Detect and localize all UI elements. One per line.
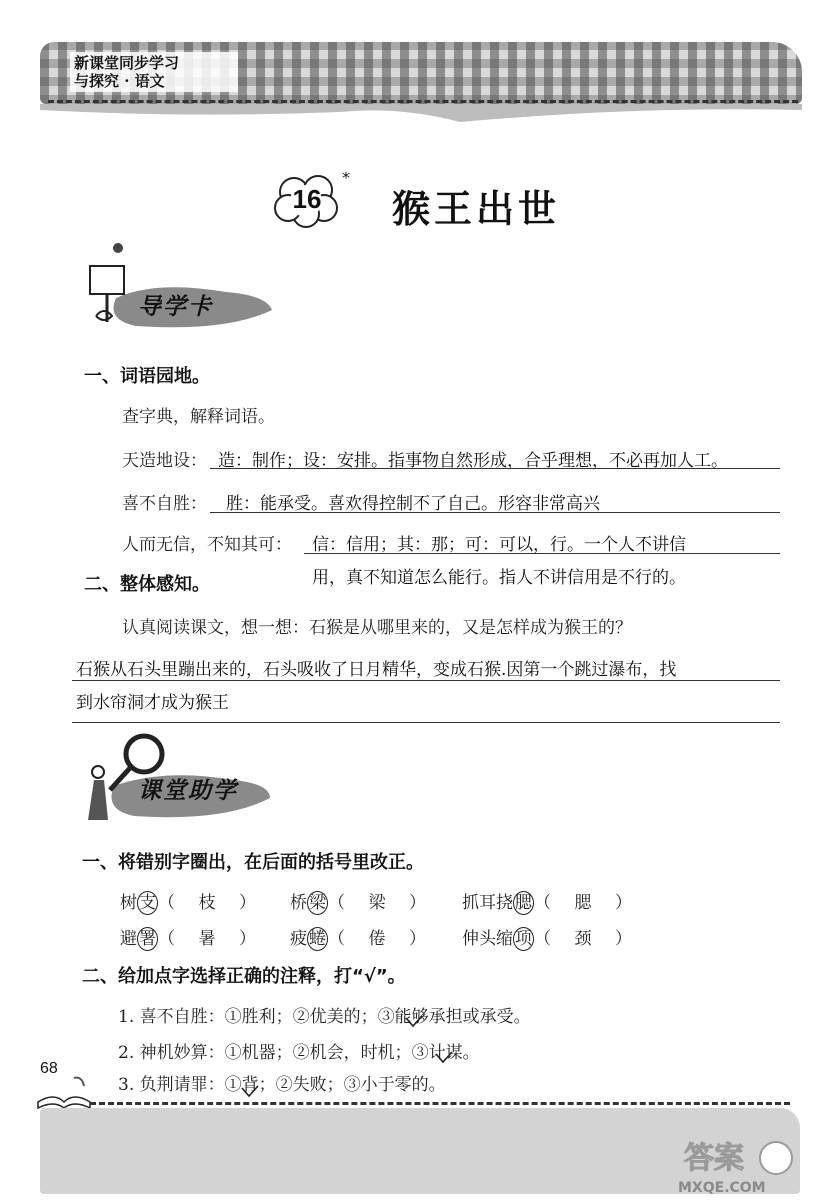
typo-item-3: 抓耳挠 腮 （ 腮 ） — [462, 888, 632, 915]
meaning-heading: 二、给加点字选择正确的注释，打“√”。 — [82, 966, 406, 987]
typo-item-1: 树 支 （ 枝 ） — [120, 888, 256, 915]
vocab-answer-3b[interactable]: 用，真不知道怎么能行。指人不讲信用是不行的。 — [312, 568, 686, 588]
answer-line — [210, 468, 780, 469]
overview-answer-line1[interactable]: 石猴从石头里蹦出来的，石头吸收了日月精华，变成石猴.因第一个跳过瀑布，找 — [76, 660, 677, 680]
svg-text:MXQE.COM: MXQE.COM — [678, 1180, 766, 1196]
meaning-item-2: 2. 神机妙算：①机器；②机会，时机；③计谋。 — [118, 1043, 480, 1063]
circled-wrong-char[interactable]: 项 — [515, 929, 532, 949]
circled-wrong-char[interactable]: 支 — [139, 893, 156, 913]
correction-answer[interactable]: 颈 — [574, 929, 592, 949]
header-wave-edge — [40, 104, 802, 126]
circled-wrong-char[interactable]: 腮 — [515, 893, 532, 913]
book-title — [70, 52, 238, 92]
vocab-answer-1[interactable]: 造：制作；设：安排。指事物自然形成，合乎理想，不必再加人工。 — [218, 451, 728, 471]
overview-question: 认真阅读课文，想一想：石猴是从哪里来的，又是怎样成为猴王的？ — [122, 618, 632, 638]
footer-dashed-line — [90, 1102, 790, 1105]
class-help-badge: 课堂助学 — [138, 778, 238, 804]
check-mark-icon — [404, 1014, 424, 1028]
vocab-term-2: 喜不自胜： — [122, 494, 207, 514]
book-title-line1: 新课堂同步学习 — [74, 54, 180, 72]
correction-answer[interactable]: 腮 — [574, 893, 592, 913]
circled-wrong-char[interactable]: 蜷 — [309, 929, 326, 949]
vocab-heading: 一、词语园地。 — [84, 366, 210, 387]
typo-item-2: 桥 梁 （ 梁 ） — [290, 888, 426, 915]
page-number: 68 — [40, 1060, 58, 1077]
overview-answer-line2[interactable]: 到水帘洞才成为猴王 — [76, 693, 229, 713]
book-icon — [34, 1072, 94, 1112]
answer-line — [72, 680, 780, 681]
answer-line — [72, 722, 780, 723]
guide-card-badge: 导学卡 — [138, 294, 213, 320]
answer-line — [210, 512, 780, 513]
correction-answer[interactable]: 枝 — [198, 893, 216, 913]
book-title-line2: 与探究 · 语文 — [74, 72, 165, 90]
vocab-answer-2[interactable]: 胜：能承受。喜欢得控制不了自己。形容非常高兴 — [226, 494, 600, 514]
correction-answer[interactable]: 梁 — [368, 893, 386, 913]
check-mark-icon — [240, 1084, 260, 1098]
svg-text:答案: 答案 — [684, 1141, 744, 1176]
lesson-number: 16 — [292, 184, 322, 214]
vocab-term-1: 天造地设： — [122, 451, 207, 471]
answer-line — [304, 553, 780, 554]
circled-wrong-char[interactable]: 署 — [139, 929, 156, 949]
meaning-item-1: 1. 喜不自胜：①胜利；②优美的；③能够承担或承受。 — [118, 1007, 531, 1027]
optional-star: * — [342, 168, 350, 187]
watermark-logo — [664, 1132, 804, 1196]
vocab-instruction: 查字典，解释词语。 — [122, 407, 275, 427]
typo-item-5: 疲 蜷 （ 倦 ） — [290, 924, 426, 951]
vocab-term-3: 人而无信，不知其可： — [122, 535, 292, 555]
meaning-item-3: 3. 负荆请罪：①背；②失败；③小于零的。 — [118, 1075, 446, 1095]
typo-item-4: 避 署 （ 暑 ） — [120, 924, 256, 951]
correction-answer[interactable]: 倦 — [368, 929, 386, 949]
circled-wrong-char[interactable]: 梁 — [309, 893, 326, 913]
typo-item-6: 伸头缩 项 （ 颈 ） — [462, 924, 632, 951]
overview-heading: 二、整体感知。 — [84, 574, 210, 595]
correction-answer[interactable]: 暑 — [198, 929, 216, 949]
typo-heading: 一、将错别字圈出，在后面的括号里改正。 — [82, 852, 424, 873]
lesson-title: 猴王出世 — [392, 187, 561, 231]
vocab-answer-3[interactable]: 信：信用；其：那；可：可以，行。一个人不讲信 — [312, 535, 686, 555]
header-dashed-line — [48, 100, 798, 103]
check-mark-icon — [434, 1050, 454, 1064]
